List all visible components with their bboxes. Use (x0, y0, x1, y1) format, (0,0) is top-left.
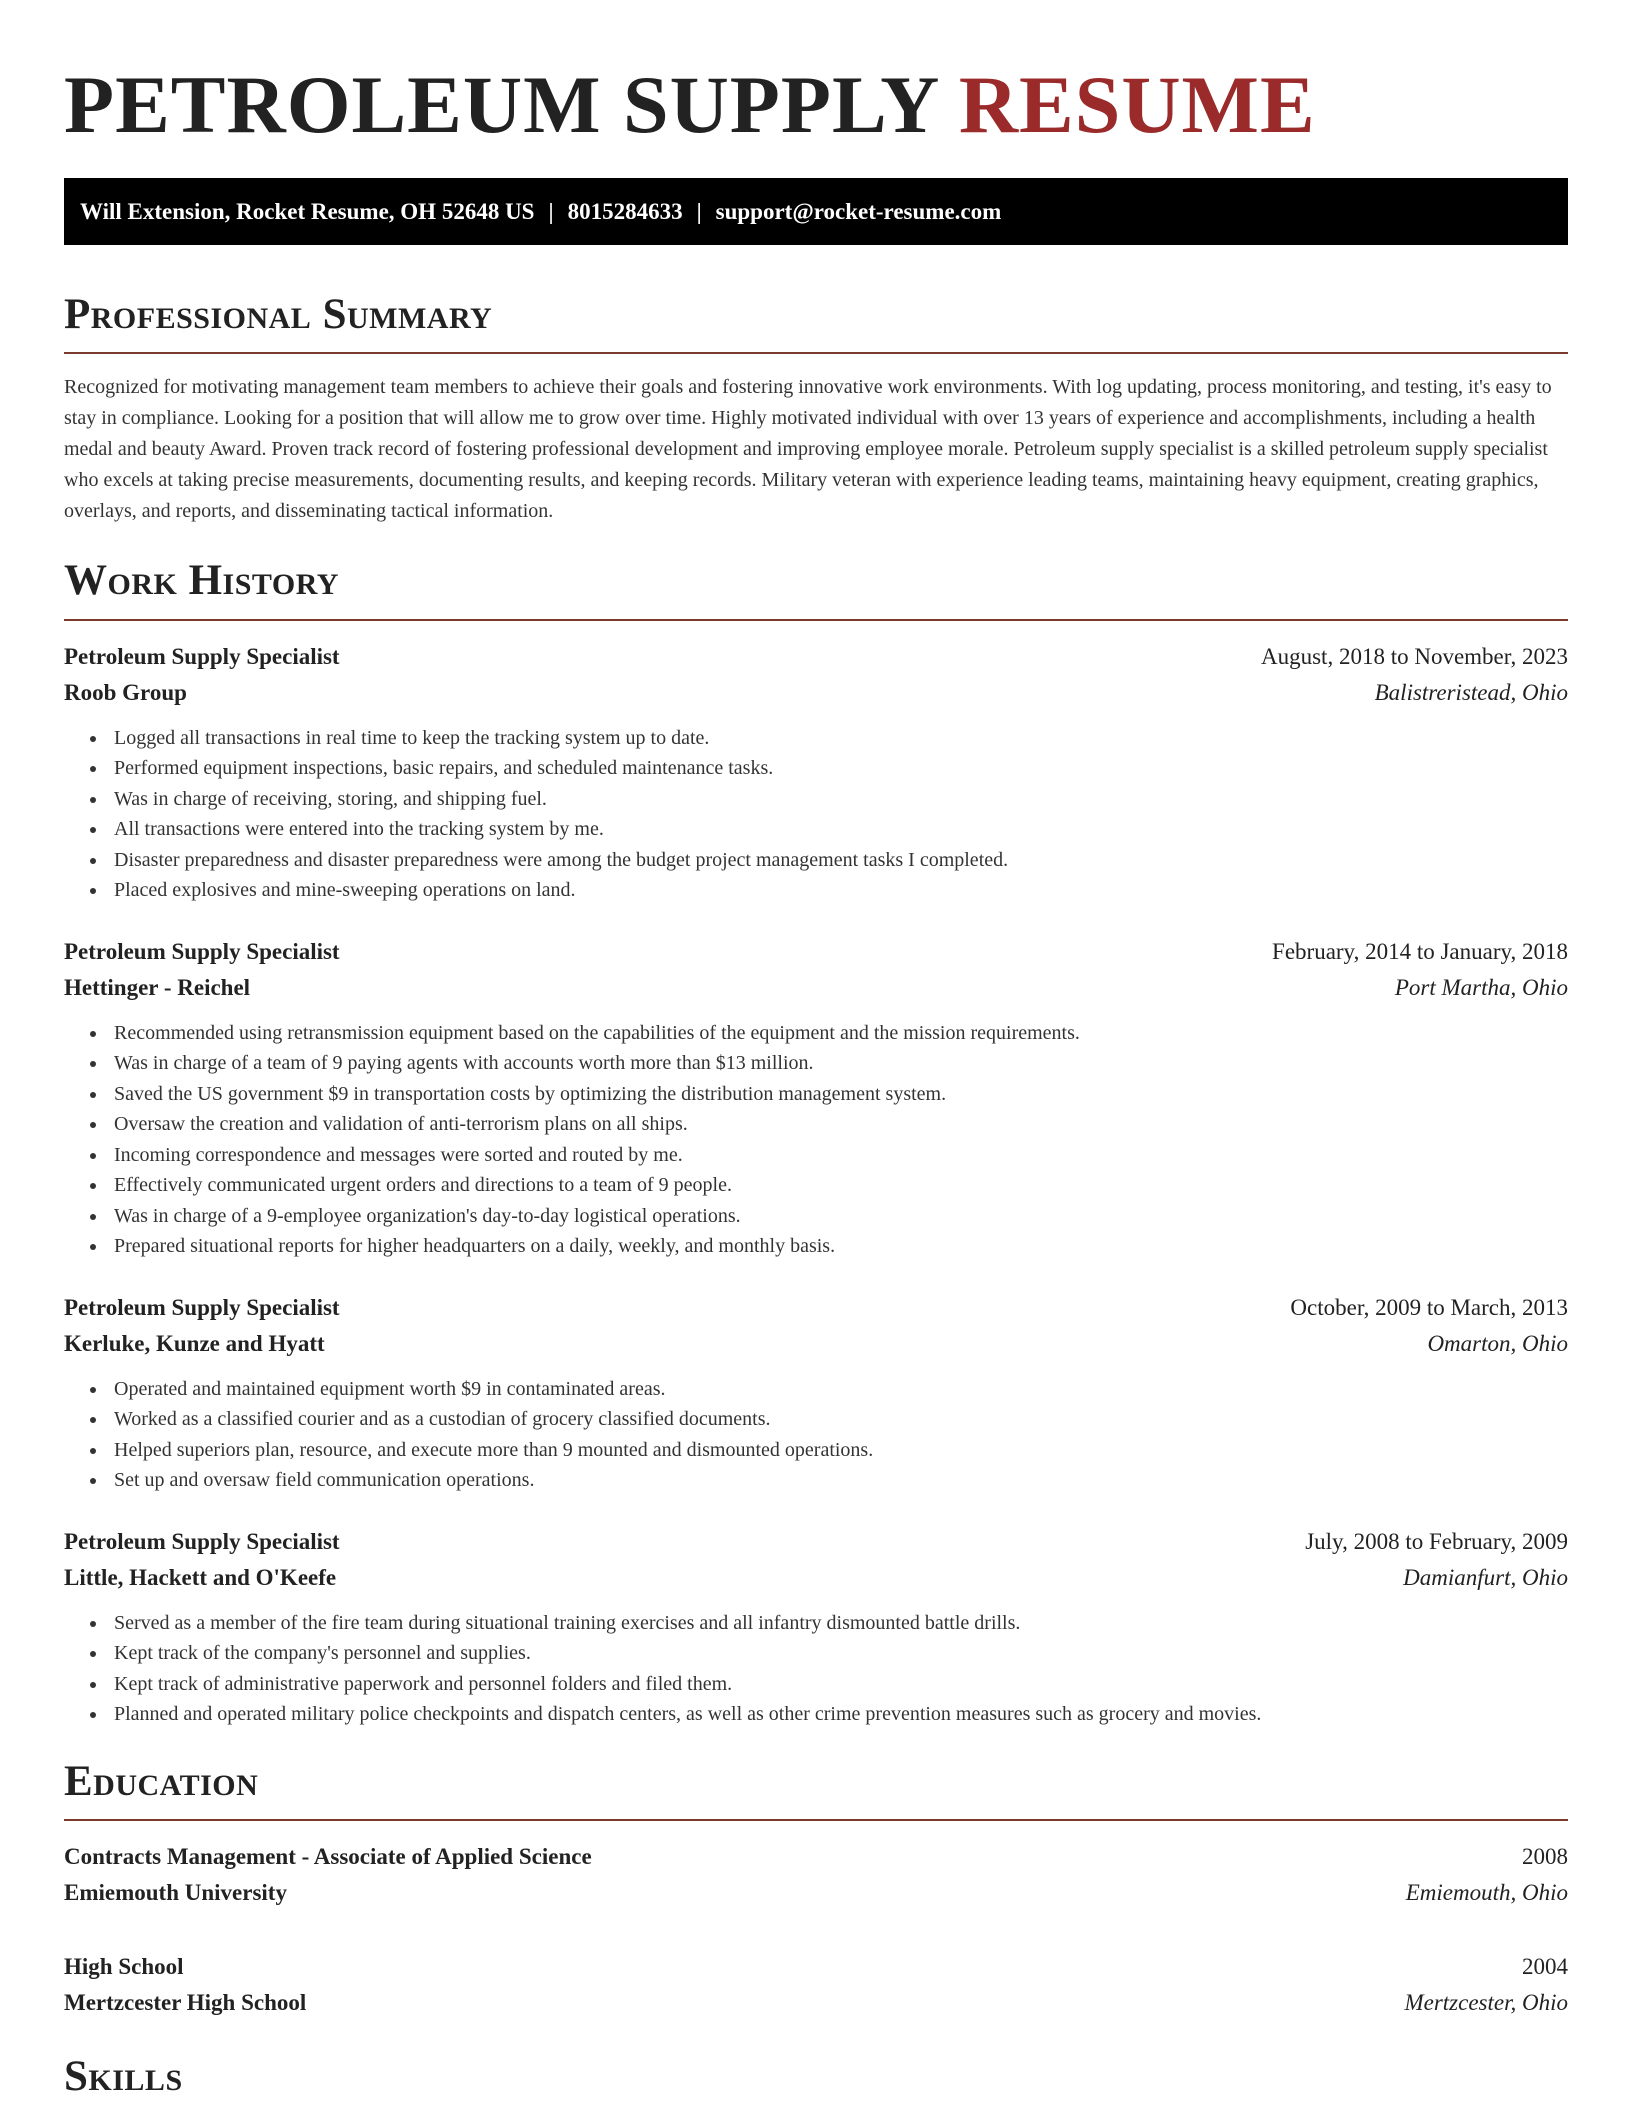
title-main: PETROLEUM SUPPLY (64, 59, 938, 150)
education-school-row (64, 1985, 1568, 2021)
job-bullet: • Placed explosives and mine-sweeping operations on land. (108, 875, 1568, 906)
job-bullets (64, 1374, 1568, 1496)
education-degree-row (64, 1949, 1568, 1985)
title-accent: RESUME (958, 59, 1316, 150)
job-company-row (64, 1326, 1568, 1362)
job-header-row (64, 1524, 1568, 1560)
job-bullet: • Performed equipment inspections, basic repairs, and scheduled maintenance tasks. (108, 753, 1568, 784)
job-list (64, 639, 1568, 1730)
job-dates: February, 2014 to January, 2018 (1272, 938, 1568, 964)
job-dates: August, 2018 to November, 2023 (1261, 643, 1568, 669)
job-header-row (64, 934, 1568, 970)
job-bullet: • Was in charge of receiving, storing, and shipping fuel. (108, 784, 1568, 815)
job-entry (64, 1290, 1568, 1496)
job-bullet: • Recommended using retransmission equipment based on the capabilities of the equipment and the mission requirements. (108, 1018, 1568, 1049)
job-bullet: • Worked as a classified courier and as a custodian of grocery classified documents. (108, 1404, 1568, 1435)
education-school: Emiemouth University (64, 1879, 287, 1905)
education-location: Emiemouth, Ohio (1405, 1879, 1568, 1905)
job-company-row (64, 970, 1568, 1006)
job-company-row (64, 675, 1568, 711)
job-location: Damianfurt, Ohio (1403, 1564, 1568, 1590)
education-school: Mertzcester High School (64, 1989, 307, 2015)
job-title: Petroleum Supply Specialist (64, 643, 340, 669)
section-title-education: Education (64, 1757, 259, 1805)
job-dates: October, 2009 to March, 2013 (1290, 1294, 1568, 1320)
job-entry (64, 639, 1568, 906)
job-header-row (64, 639, 1568, 675)
education-year: 2004 (1522, 1953, 1568, 1979)
job-bullet: • Prepared situational reports for higher headquarters on a daily, weekly, and monthly basis. (108, 1231, 1568, 1262)
job-bullet: • Effectively communicated urgent orders and directions to a team of 9 people. (108, 1170, 1568, 1201)
job-header-row (64, 1290, 1568, 1326)
job-company: Little, Hackett and O'Keefe (64, 1564, 337, 1590)
job-title: Petroleum Supply Specialist (64, 1528, 340, 1554)
section-title-summary: Professional Summary (64, 291, 493, 338)
job-bullet: • Served as a member of the fire team during situational training exercises and all infantry dismounted battle drills. (108, 1608, 1568, 1639)
contact-bar (64, 178, 1568, 245)
job-location: Balistreristead, Ohio (1374, 679, 1568, 705)
job-bullet: • Kept track of the company's personnel and supplies. (108, 1638, 1568, 1669)
section-divider (64, 352, 1568, 354)
education-school-row (64, 1875, 1568, 1911)
education-entry (64, 1949, 1568, 2021)
job-bullet: • Disaster preparedness and disaster preparedness were among the budget project management tasks I completed. (108, 845, 1568, 876)
job-bullet: • Logged all transactions in real time to keep the tracking system up to date. (108, 723, 1568, 754)
contact-address: Will Extension, Rocket Resume, OH 52648 US (80, 199, 535, 224)
contact-email: support@rocket-resume.com (715, 199, 1002, 224)
job-bullet: • Helped superiors plan, resource, and execute more than 9 mounted and dismounted operations. (108, 1435, 1568, 1466)
job-location: Port Martha, Ohio (1394, 974, 1568, 1000)
job-entry (64, 1524, 1568, 1730)
job-title: Petroleum Supply Specialist (64, 938, 340, 964)
contact-phone: 8015284633 (567, 199, 683, 224)
section-title-skills: Skills (64, 2052, 183, 2100)
education-list (64, 1839, 1568, 2021)
job-bullet: • Planned and operated military police checkpoints and dispatch centers, as well as other crime prevention measures such as grocery and movies. (108, 1699, 1568, 1730)
job-bullet: • Incoming correspondence and messages were sorted and routed by me. (108, 1140, 1568, 1171)
section-divider (64, 1819, 1568, 1821)
job-company: Roob Group (64, 679, 187, 705)
job-bullet: • Saved the US government $9 in transportation costs by optimizing the distribution management system. (108, 1079, 1568, 1110)
job-company: Kerluke, Kunze and Hyatt (64, 1330, 325, 1356)
education-location: Mertzcester, Ohio (1404, 1989, 1568, 2015)
job-company-row (64, 1560, 1568, 1596)
contact-separator: | (696, 199, 702, 224)
job-bullets (64, 723, 1568, 906)
job-bullet: • All transactions were entered into the tracking system by me. (108, 814, 1568, 845)
job-company: Hettinger - Reichel (64, 974, 251, 1000)
section-title-work: Work History (64, 557, 339, 605)
section-divider (64, 619, 1568, 621)
job-location: Omarton, Ohio (1427, 1330, 1568, 1356)
job-bullet: • Set up and oversaw field communication operations. (108, 1465, 1568, 1496)
education-degree-row (64, 1839, 1568, 1875)
education-year: 2008 (1522, 1843, 1568, 1869)
job-bullets (64, 1018, 1568, 1262)
education-degree: High School (64, 1953, 184, 1979)
summary-text: Recognized for motivating management team members to achieve their goals and fostering innovative work environments. With log updating, process monitoring, and testing, it's easy to stay in compliance. Looking for a position that will allow me to grow over time. Highly motivated individual with over 13 years of experience and accomplishments, including a health medal and beauty Award. Proven track record of fostering professional development and improving employee morale. Petroleum supply specialist is a skilled petroleum supply specialist who excels at taking precise measurements, documenting results, and keeping records. Military veteran with experience leading teams, maintaining heavy equipment, creating graphics, overlays, and reports, and disseminating tactical information. (64, 376, 1552, 523)
job-bullet: • Operated and maintained equipment worth $9 in contaminated areas. (108, 1374, 1568, 1405)
resume-title (64, 56, 1568, 150)
job-bullets (64, 1608, 1568, 1730)
job-bullet: • Oversaw the creation and validation of anti-terrorism plans on all ships. (108, 1109, 1568, 1140)
job-entry (64, 934, 1568, 1262)
job-bullet: • Kept track of administrative paperwork and personnel folders and filed them. (108, 1669, 1568, 1700)
contact-separator: | (548, 199, 554, 224)
job-dates: July, 2008 to February, 2009 (1305, 1528, 1568, 1554)
education-entry (64, 1839, 1568, 1911)
job-bullet: • Was in charge of a team of 9 paying agents with accounts worth more than $13 million. (108, 1048, 1568, 1079)
education-degree: Contracts Management - Associate of Applied Science (64, 1843, 592, 1869)
job-title: Petroleum Supply Specialist (64, 1294, 340, 1320)
job-bullet: • Was in charge of a 9-employee organization's day-to-day logistical operations. (108, 1201, 1568, 1232)
